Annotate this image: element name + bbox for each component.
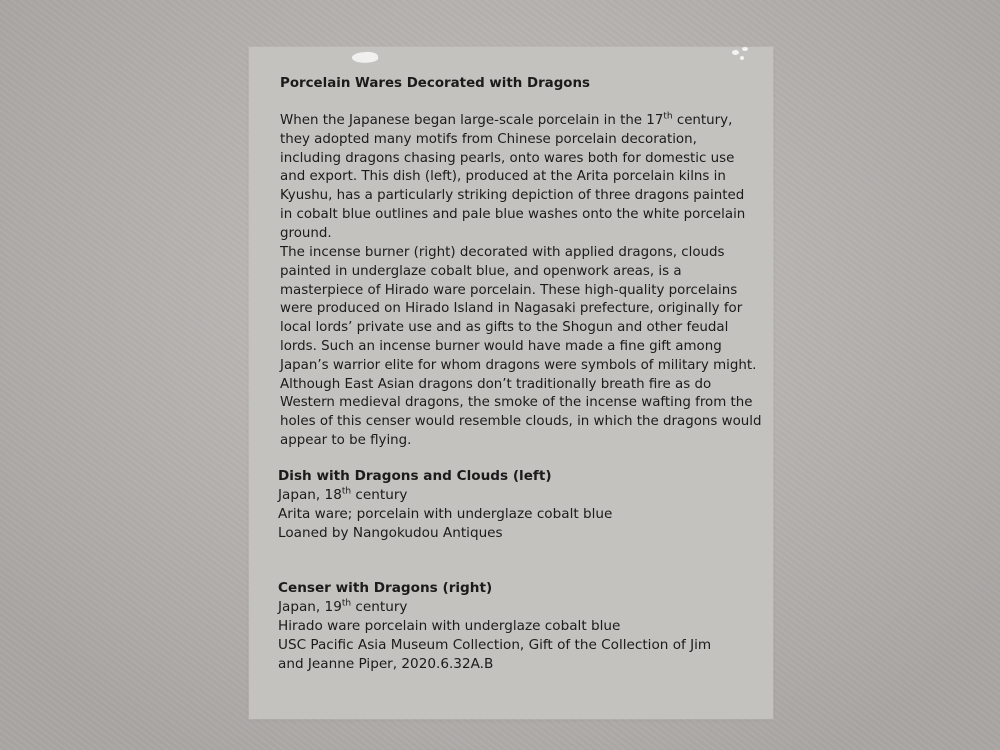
object-credit: Loaned by Nangokudou Antiques: [278, 525, 503, 541]
object-title: Censer with Dragons (right): [278, 580, 493, 596]
label-title: Porcelain Wares Decorated with Dragons: [280, 76, 590, 91]
object-caption-censer: [278, 579, 738, 674]
label-paragraph-1: When the Japanese began large-scale porcelain in the 17th century, they adopted many motifs from Chinese porcelain decoration, including dragons chasing pearls, onto wares both for domestic use and export. This dish (left), produced at the Arita porcelain kilns in Kyushu, has a particularly striking depiction of three dragons painted in cobalt blue outlines and pale blue washes onto the white porcelain ground.: [280, 111, 746, 241]
object-title: Dish with Dragons and Clouds (left): [278, 468, 552, 484]
object-date: Japan, 19th century: [278, 598, 408, 615]
tape-glare: [730, 46, 752, 62]
object-medium: Arita ware; porcelain with underglaze cobalt blue: [278, 506, 613, 522]
object-date: Japan, 18th century: [278, 486, 408, 503]
label-paragraph-2: The incense burner (right) decorated with applied dragons, clouds painted in underglaze cobalt blue, and openwork areas, is a masterpiece of Hirado ware porcelain. These high-quality porcelains were produced on Hirado Island in Nagasaki prefecture, originally for local lords’ private use and as gifts to the Shogun and other feudal lords. Such an incense burner would have made a fine gift among Japan’s warrior elite for whom dragons were symbols of military might. Although East Asian dragons don’t traditionally breath fire as do Western medieval dragons, the smoke of the incense wafting from the holes of this censer would resemble clouds, in which the dragons would appear to be flying.: [280, 245, 762, 448]
object-credit: USC Pacific Asia Museum Collection, Gift of the Collection of Jim and Jeanne Piper, 2020.6.32A.B: [278, 637, 712, 672]
object-medium: Hirado ware porcelain with underglaze cobalt blue: [278, 618, 621, 634]
object-caption-dish: [278, 467, 738, 543]
